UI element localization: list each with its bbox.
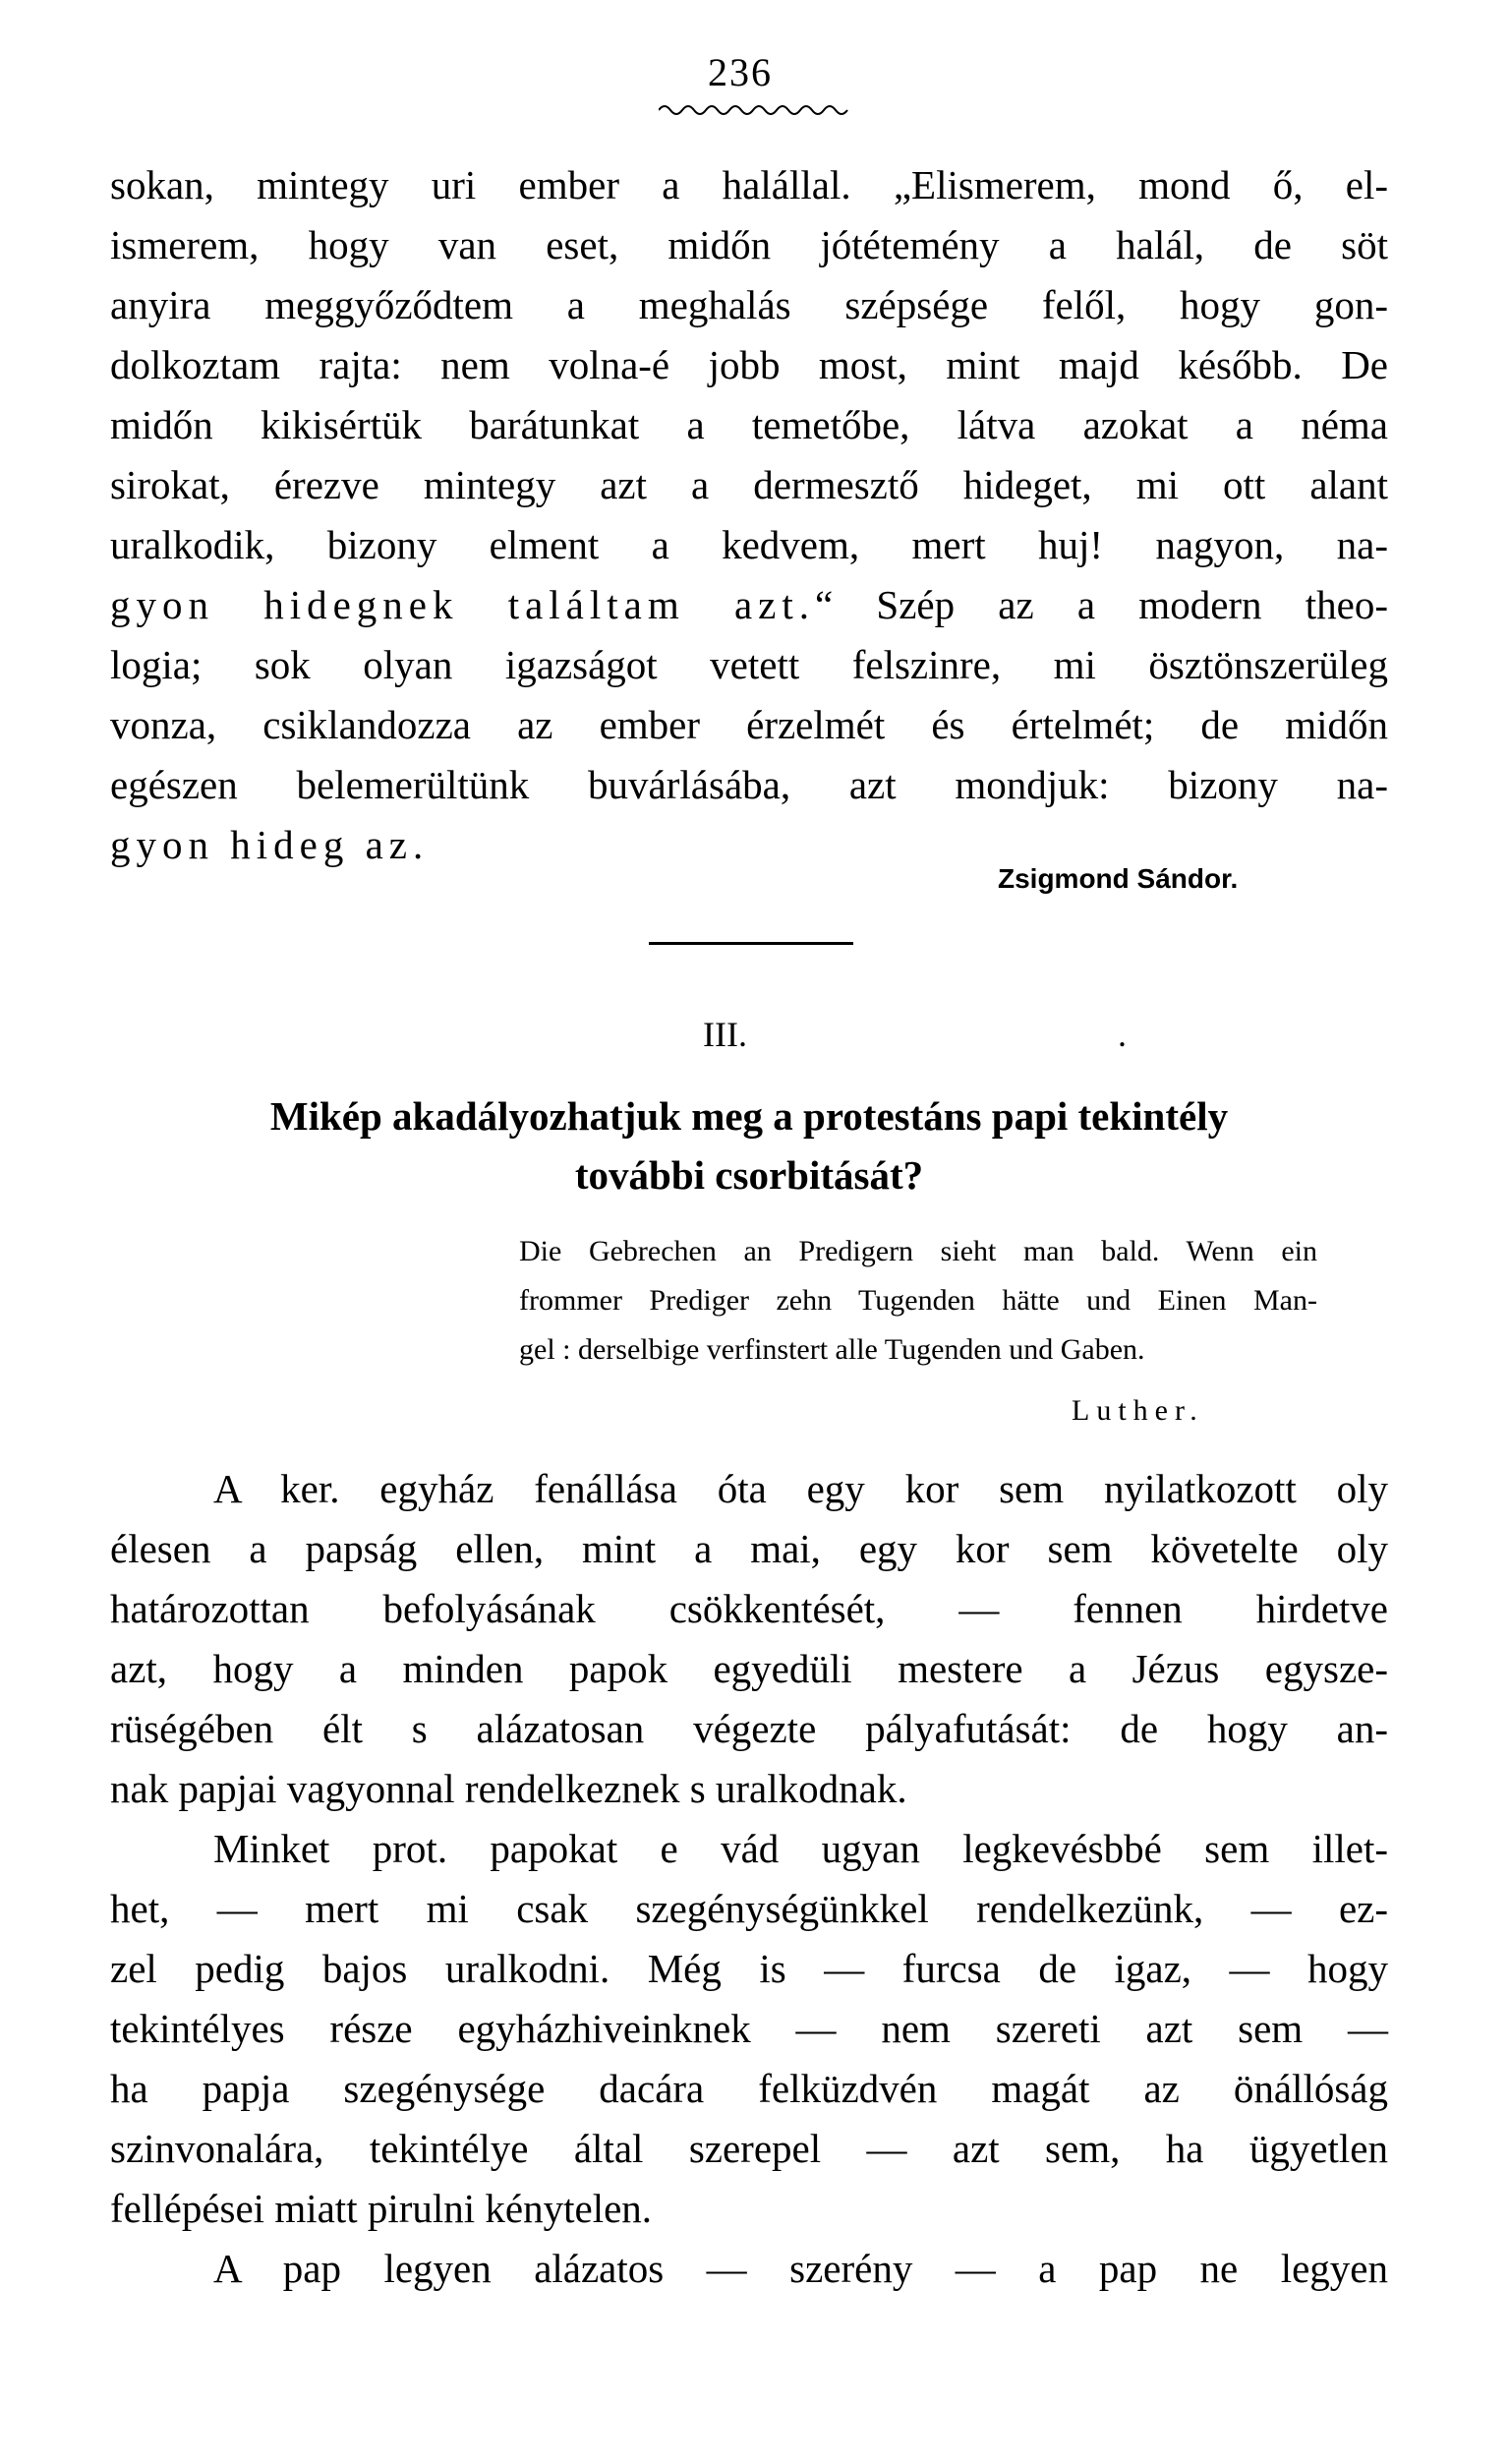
section-heading-line-2: további csorbitását? <box>574 1152 924 1198</box>
text-line: szinvonalára, tekintélye által szerepel — azt sem, ha ügyetlen <box>110 2126 1388 2171</box>
epigraph-line: frommer Prediger zehn Tugenden hätte und Einen Man- <box>519 1284 1317 1317</box>
text-line: fellépései miatt pirulni kénytelen. <box>110 2186 653 2231</box>
text-line: határozottan befolyásának csökkentését, — fennen hirdetve <box>110 1586 1388 1631</box>
epigraph-line: gel : derselbige verfinstert alle Tugenden und Gaben. <box>519 1333 1145 1366</box>
text-line: élesen a papság ellen, mint a mai, egy kor sem követelte oly <box>110 1526 1388 1571</box>
wavy-ornament-icon <box>659 102 850 118</box>
text-line: egészen belemerültünk buvárlásába, azt mondjuk: bizony na- <box>110 762 1388 807</box>
text-line: Minket prot. papokat e vád ugyan legkevésbbé sem illet- <box>213 1826 1388 1871</box>
text-line: logia; sok olyan igazságot vetett felszinre, mi ösztönszerüleg <box>110 642 1388 687</box>
text-line: A ker. egyház fenállása óta egy kor sem nyilatkozott oly <box>213 1466 1388 1511</box>
text-line: vonza, csiklandozza az ember érzelmét és értelmét; de midőn <box>110 702 1388 747</box>
text-line: uralkodik, bizony elment a kedvem, mert huj! nagyon, na- <box>110 522 1388 567</box>
text-line: ismerem, hogy van eset, midőn jótétemény a halál, de söt <box>110 222 1388 267</box>
text-line: het, — mert mi csak szegénységünkkel rendelkezünk, — ez- <box>110 1886 1388 1931</box>
author-signature: Zsigmond Sándor. <box>998 863 1239 894</box>
text-line: tekintélyes része egyházhiveinknek — nem szereti azt sem — <box>110 2006 1388 2051</box>
epigraph-line: Die Gebrechen an Predigern sieht man bald. Wenn ein <box>519 1235 1317 1267</box>
paragraph-continuation <box>110 155 1388 875</box>
text-line: dolkoztam rajta: nem volna-é jobb most, mint majd később. De <box>110 342 1388 387</box>
text-line: nak papjai vagyonnal rendelkeznek s uralkodnak. <box>110 1766 907 1811</box>
text-line: sirokat, érezve mintegy azt a dermesztő hideget, mi ott alant <box>110 462 1388 507</box>
epigraph <box>519 1227 1317 1375</box>
text-line: ha papja szegénysége dacára felküzdvén magát az önállóság <box>110 2066 1388 2111</box>
text-line-last: gyon hideg az. <box>110 822 430 867</box>
page-number: 236 <box>708 50 773 94</box>
text-line: azt, hogy a minden papok egyedüli mestere a Jézus egysze- <box>110 1646 1388 1691</box>
text-line: A pap legyen alázatos — szerény — a pap ne legyen <box>213 2246 1388 2291</box>
body-text <box>110 1459 1388 2299</box>
text-line-mixed <box>110 575 1388 635</box>
section-numeral: III. <box>703 1015 747 1054</box>
section-heading-line-1: Mikép akadályozhatjuk meg a protestáns papi tekintély <box>269 1093 1229 1139</box>
epigraph-author: Luther. <box>1072 1394 1204 1427</box>
text-line: zel pedig bajos uralkodni. Még is — furcsa de igaz, — hogy <box>110 1946 1388 1991</box>
text-line: sokan, mintegy uri ember a halállal. „Elismerem, mond ő, el- <box>110 162 1388 207</box>
text-fragment: “ Szép az a modern theo- <box>815 582 1388 627</box>
text-line: anyira meggyőződtem a meghalás szépsége felől, hogy gon- <box>110 282 1388 327</box>
spaced-emphasis: gyon hidegnek találtam azt. <box>110 582 815 627</box>
text-line: rüségében élt s alázatosan végezte pályafutását: de hogy an- <box>110 1706 1388 1751</box>
stray-dot: . <box>1118 1015 1127 1054</box>
section-divider <box>649 942 853 945</box>
text-line: midőn kikisértük barátunkat a temetőbe, látva azokat a néma <box>110 402 1388 447</box>
